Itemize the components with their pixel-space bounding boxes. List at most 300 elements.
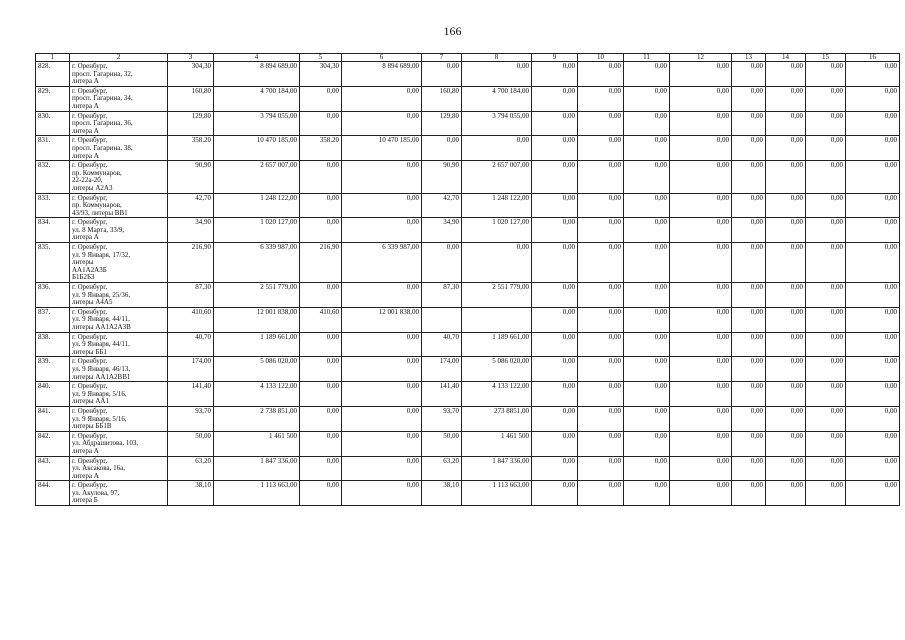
row-number: 831.: [36, 136, 70, 161]
value-cell-col-10: 0,00: [578, 161, 624, 193]
value-cell-col-3: 50,00: [168, 431, 214, 456]
value-cell-col-6: 0,00: [342, 406, 422, 431]
value-cell-col-3: 63,20: [168, 456, 214, 481]
value-cell-col-13: 0,00: [732, 193, 766, 218]
value-cell-col-3: 40,70: [168, 332, 214, 357]
value-cell-col-5: 410,60: [300, 307, 342, 332]
value-cell-col-9: 0,00: [532, 307, 578, 332]
table-row: [36, 481, 900, 506]
table-row: [36, 382, 900, 407]
value-cell-col-15: 0,00: [806, 332, 846, 357]
value-cell-col-4: 4 133 122,00: [214, 382, 300, 407]
column-number-7: 7: [422, 54, 462, 62]
column-number-9: 9: [532, 54, 578, 62]
row-number: 840.: [36, 382, 70, 407]
address-line: литеры АА1А2ВВ1: [72, 372, 131, 381]
value-cell-col-8: 0,00: [462, 243, 532, 283]
value-cell-col-10: 0,00: [578, 283, 624, 308]
value-cell-col-5: 0,00: [300, 382, 342, 407]
value-cell-col-4: 2 657 007,00: [214, 161, 300, 193]
value-cell-col-10: 0,00: [578, 382, 624, 407]
address-line: литеры АА1: [72, 397, 109, 406]
address-line: просп. Гагарина, 36,: [72, 119, 133, 128]
value-cell-col-4: 1 847 336,00: [214, 456, 300, 481]
address-line: ул. 9 Января, 17/32,: [72, 250, 131, 259]
value-cell-col-8: 3 794 055,00: [462, 111, 532, 136]
value-cell-col-13: 0,00: [732, 161, 766, 193]
value-cell-col-14: 0,00: [766, 283, 806, 308]
value-cell-col-14: 0,00: [766, 62, 806, 87]
value-cell-col-11: 0,00: [624, 218, 670, 243]
value-cell-col-12: 0,00: [670, 283, 732, 308]
value-cell-col-9: 0,00: [532, 481, 578, 506]
address-cell: [70, 481, 168, 506]
value-cell-col-12: 0,00: [670, 406, 732, 431]
value-cell-col-6: 0,00: [342, 382, 422, 407]
value-cell-col-4: 1 248 122,00: [214, 193, 300, 218]
value-cell-col-10: 0,00: [578, 86, 624, 111]
value-cell-col-8: [462, 307, 532, 332]
address-line: г. Оренбург,: [72, 283, 108, 292]
value-cell-col-3: 90,90: [168, 161, 214, 193]
value-cell-col-8: 1 248 122,00: [462, 193, 532, 218]
value-cell-col-8: 2 657 007,00: [462, 161, 532, 193]
value-cell-col-4: 1 189 661,00: [214, 332, 300, 357]
value-cell-col-16: 0,00: [846, 283, 900, 308]
value-cell-col-10: 0,00: [578, 431, 624, 456]
value-cell-col-3: 129,80: [168, 111, 214, 136]
value-cell-col-6: 0,00: [342, 193, 422, 218]
value-cell-col-9: 0,00: [532, 86, 578, 111]
table-row: [36, 136, 900, 161]
address-line: г. Оренбург,: [72, 332, 108, 341]
table-row: [36, 62, 900, 87]
value-cell-col-5: 0,00: [300, 86, 342, 111]
value-cell-col-11: 0,00: [624, 111, 670, 136]
column-number-5: 5: [300, 54, 342, 62]
value-cell-col-16: 0,00: [846, 111, 900, 136]
address-line: г. Оренбург,: [72, 86, 108, 95]
value-cell-col-5: 0,00: [300, 406, 342, 431]
address-line: 22-22а-20,: [72, 176, 103, 185]
row-number: 838.: [36, 332, 70, 357]
value-cell-col-6: 0,00: [342, 86, 422, 111]
value-cell-col-11: 0,00: [624, 62, 670, 87]
address-line: литера А: [72, 101, 99, 110]
table-body: [36, 62, 900, 506]
value-cell-col-4: 2 551 779,00: [214, 283, 300, 308]
address-line: 43/93, литеры ВВ1: [72, 208, 128, 217]
value-cell-col-7: 141,40: [422, 382, 462, 407]
value-cell-col-3: 87,30: [168, 283, 214, 308]
value-cell-col-8: 0,00: [462, 62, 532, 87]
value-cell-col-15: 0,00: [806, 111, 846, 136]
row-number: 841.: [36, 406, 70, 431]
value-cell-col-4: 1 113 663,00: [214, 481, 300, 506]
value-cell-col-9: 0,00: [532, 357, 578, 382]
value-cell-col-7: 90,90: [422, 161, 462, 193]
value-cell-col-12: 0,00: [670, 86, 732, 111]
value-cell-col-3: 34,90: [168, 218, 214, 243]
value-cell-col-3: 358,20: [168, 136, 214, 161]
column-number-4: 4: [214, 54, 300, 62]
registry-table: [35, 53, 900, 506]
value-cell-col-3: 174,00: [168, 357, 214, 382]
page-number: 166: [443, 24, 462, 38]
address-line: литера А: [72, 126, 99, 135]
value-cell-col-5: 0,00: [300, 111, 342, 136]
value-cell-col-4: 5 086 020,00: [214, 357, 300, 382]
value-cell-col-7: 34,90: [422, 218, 462, 243]
address-line: г. Оренбург,: [72, 307, 108, 316]
address-cell: [70, 406, 168, 431]
value-cell-col-11: 0,00: [624, 307, 670, 332]
value-cell-col-10: 0,00: [578, 456, 624, 481]
value-cell-col-5: 304,30: [300, 62, 342, 87]
address-line: просп. Гагарина, 38,: [72, 143, 133, 152]
column-number-16: 16: [846, 54, 900, 62]
value-cell-col-11: 0,00: [624, 481, 670, 506]
value-cell-col-6: 6 339 987,00: [342, 243, 422, 283]
column-number-3: 3: [168, 54, 214, 62]
row-number: 837.: [36, 307, 70, 332]
value-cell-col-3: 216,90: [168, 243, 214, 283]
address-line: литера А: [72, 471, 99, 480]
value-cell-col-16: 0,00: [846, 193, 900, 218]
value-cell-col-8: 2 551 779,00: [462, 283, 532, 308]
value-cell-col-11: 0,00: [624, 193, 670, 218]
value-cell-col-16: 0,00: [846, 86, 900, 111]
value-cell-col-14: 0,00: [766, 382, 806, 407]
address-line: г. Оренбург,: [72, 481, 108, 490]
value-cell-col-5: 0,00: [300, 481, 342, 506]
value-cell-col-14: 0,00: [766, 86, 806, 111]
value-cell-col-6: 0,00: [342, 218, 422, 243]
value-cell-col-14: 0,00: [766, 111, 806, 136]
column-number-13: 13: [732, 54, 766, 62]
value-cell-col-7: 93,70: [422, 406, 462, 431]
address-cell: [70, 111, 168, 136]
value-cell-col-16: 0,00: [846, 456, 900, 481]
value-cell-col-10: 0,00: [578, 62, 624, 87]
address-line: просп. Гагарина, 32,: [72, 69, 133, 78]
address-line: литеры ББ1В: [72, 422, 112, 431]
address-cell: [70, 243, 168, 283]
address-line: литеры: [72, 258, 94, 267]
value-cell-col-6: 0,00: [342, 357, 422, 382]
value-cell-col-16: 0,00: [846, 382, 900, 407]
value-cell-col-11: 0,00: [624, 243, 670, 283]
value-cell-col-12: 0,00: [670, 243, 732, 283]
value-cell-col-11: 0,00: [624, 283, 670, 308]
value-cell-col-15: 0,00: [806, 62, 846, 87]
value-cell-col-9: 0,00: [532, 243, 578, 283]
value-cell-col-9: 0,00: [532, 62, 578, 87]
value-cell-col-5: 0,00: [300, 283, 342, 308]
value-cell-col-7: 40,70: [422, 332, 462, 357]
value-cell-col-9: 0,00: [532, 193, 578, 218]
value-cell-col-14: 0,00: [766, 161, 806, 193]
value-cell-col-13: 0,00: [732, 218, 766, 243]
value-cell-col-3: 93,70: [168, 406, 214, 431]
value-cell-col-7: [422, 307, 462, 332]
value-cell-col-16: 0,00: [846, 481, 900, 506]
value-cell-col-10: 0,00: [578, 193, 624, 218]
value-cell-col-14: 0,00: [766, 218, 806, 243]
value-cell-col-14: 0,00: [766, 332, 806, 357]
value-cell-col-11: 0,00: [624, 456, 670, 481]
address-line: АА1А2А3Б: [72, 265, 107, 274]
value-cell-col-4: 10 470 185,00: [214, 136, 300, 161]
value-cell-col-15: 0,00: [806, 307, 846, 332]
value-cell-col-11: 0,00: [624, 136, 670, 161]
value-cell-col-6: 0,00: [342, 456, 422, 481]
value-cell-col-12: 0,00: [670, 307, 732, 332]
value-cell-col-9: 0,00: [532, 456, 578, 481]
value-cell-col-15: 0,00: [806, 161, 846, 193]
value-cell-col-6: 0,00: [342, 161, 422, 193]
address-line: г. Оренбург,: [72, 161, 108, 170]
value-cell-col-10: 0,00: [578, 357, 624, 382]
value-cell-col-6: 8 894 689,00: [342, 62, 422, 87]
value-cell-col-6: 0,00: [342, 431, 422, 456]
value-cell-col-7: 0,00: [422, 62, 462, 87]
value-cell-col-16: 0,00: [846, 243, 900, 283]
value-cell-col-16: 0,00: [846, 307, 900, 332]
column-number-15: 15: [806, 54, 846, 62]
value-cell-col-11: 0,00: [624, 161, 670, 193]
value-cell-col-14: 0,00: [766, 136, 806, 161]
address-line: Б1Б2Б3: [72, 273, 95, 282]
value-cell-col-11: 0,00: [624, 357, 670, 382]
address-line: ул. 9 Января, 44/11,: [72, 315, 130, 324]
value-cell-col-4: 1 020 127,00: [214, 218, 300, 243]
address-cell: [70, 332, 168, 357]
value-cell-col-11: 0,00: [624, 406, 670, 431]
value-cell-col-8: 5 086 020,00: [462, 357, 532, 382]
value-cell-col-16: 0,00: [846, 161, 900, 193]
value-cell-col-6: 0,00: [342, 332, 422, 357]
address-cell: [70, 283, 168, 308]
row-number: 830.: [36, 111, 70, 136]
value-cell-col-16: 0,00: [846, 431, 900, 456]
value-cell-col-6: 12 001 838,00: [342, 307, 422, 332]
value-cell-col-14: 0,00: [766, 481, 806, 506]
address-cell: [70, 307, 168, 332]
value-cell-col-12: 0,00: [670, 193, 732, 218]
value-cell-col-4: 2 738 851,00: [214, 406, 300, 431]
value-cell-col-4: 3 794 055,00: [214, 111, 300, 136]
value-cell-col-16: 0,00: [846, 136, 900, 161]
value-cell-col-4: 8 894 689,00: [214, 62, 300, 87]
value-cell-col-16: 0,00: [846, 218, 900, 243]
row-number: 842.: [36, 431, 70, 456]
value-cell-col-3: 141,40: [168, 382, 214, 407]
value-cell-col-10: 0,00: [578, 481, 624, 506]
value-cell-col-8: 4 133 122,00: [462, 382, 532, 407]
address-line: литера А: [72, 233, 99, 242]
value-cell-col-15: 0,00: [806, 283, 846, 308]
table-row: [36, 332, 900, 357]
address-line: ул. 8 Марта, 33/9,: [72, 225, 125, 234]
value-cell-col-16: 0,00: [846, 406, 900, 431]
value-cell-col-16: 0,00: [846, 332, 900, 357]
value-cell-col-12: 0,00: [670, 357, 732, 382]
column-number-row: [36, 54, 900, 62]
value-cell-col-13: 0,00: [732, 332, 766, 357]
value-cell-col-9: 0,00: [532, 382, 578, 407]
address-line: ул. 9 Января, 5/16,: [72, 389, 127, 398]
value-cell-col-4: 4 700 184,00: [214, 86, 300, 111]
value-cell-col-10: 0,00: [578, 136, 624, 161]
address-line: ул. 9 Января, 5/16,: [72, 414, 127, 423]
value-cell-col-3: 160,80: [168, 86, 214, 111]
value-cell-col-13: 0,00: [732, 111, 766, 136]
address-line: г. Оренбург,: [72, 62, 108, 70]
row-number: 843.: [36, 456, 70, 481]
column-number-8: 8: [462, 54, 532, 62]
value-cell-col-3: 38,10: [168, 481, 214, 506]
value-cell-col-15: 0,00: [806, 456, 846, 481]
row-number: 834.: [36, 218, 70, 243]
value-cell-col-5: 0,00: [300, 431, 342, 456]
value-cell-col-7: 63,20: [422, 456, 462, 481]
value-cell-col-7: 129,80: [422, 111, 462, 136]
value-cell-col-14: 0,00: [766, 307, 806, 332]
value-cell-col-14: 0,00: [766, 193, 806, 218]
table-row: [36, 307, 900, 332]
value-cell-col-8: 4 700 184,00: [462, 86, 532, 111]
value-cell-col-13: 0,00: [732, 382, 766, 407]
table-row: [36, 406, 900, 431]
value-cell-col-9: 0,00: [532, 431, 578, 456]
value-cell-col-13: 0,00: [732, 456, 766, 481]
value-cell-col-5: 0,00: [300, 332, 342, 357]
value-cell-col-15: 0,00: [806, 406, 846, 431]
value-cell-col-11: 0,00: [624, 431, 670, 456]
value-cell-col-7: 174,00: [422, 357, 462, 382]
row-number: 836.: [36, 283, 70, 308]
value-cell-col-4: 1 461 500: [214, 431, 300, 456]
value-cell-col-9: 0,00: [532, 161, 578, 193]
row-number: 844.: [36, 481, 70, 506]
address-line: ул. 9 Января, 25/36,: [72, 290, 131, 299]
address-line: ул. Аксакова, 16а,: [72, 464, 125, 473]
value-cell-col-12: 0,00: [670, 481, 732, 506]
value-cell-col-10: 0,00: [578, 332, 624, 357]
value-cell-col-3: 410,60: [168, 307, 214, 332]
value-cell-col-9: 0,00: [532, 332, 578, 357]
value-cell-col-9: 0,00: [532, 406, 578, 431]
value-cell-col-12: 0,00: [670, 456, 732, 481]
address-line: г. Оренбург,: [72, 136, 108, 145]
value-cell-col-14: 0,00: [766, 406, 806, 431]
table-row: [36, 161, 900, 193]
table-row: [36, 431, 900, 456]
value-cell-col-5: 358,20: [300, 136, 342, 161]
table-row: [36, 193, 900, 218]
value-cell-col-7: 160,80: [422, 86, 462, 111]
value-cell-col-5: 0,00: [300, 357, 342, 382]
value-cell-col-5: 0,00: [300, 161, 342, 193]
value-cell-col-8: 0,00: [462, 136, 532, 161]
value-cell-col-12: 0,00: [670, 382, 732, 407]
address-cell: [70, 357, 168, 382]
table-row: [36, 283, 900, 308]
address-line: литеры АА1А2А3В: [72, 323, 131, 331]
value-cell-col-13: 0,00: [732, 86, 766, 111]
column-number-14: 14: [766, 54, 806, 62]
table-row: [36, 243, 900, 283]
value-cell-col-13: 0,00: [732, 307, 766, 332]
address-line: г. Оренбург,: [72, 456, 108, 465]
address-line: г. Оренбург,: [72, 193, 108, 202]
address-cell: [70, 136, 168, 161]
row-number: 828.: [36, 62, 70, 87]
address-cell: [70, 456, 168, 481]
value-cell-col-15: 0,00: [806, 357, 846, 382]
table-row: [36, 86, 900, 111]
value-cell-col-6: 0,00: [342, 481, 422, 506]
value-cell-col-8: 1 847 336,00: [462, 456, 532, 481]
value-cell-col-16: 0,00: [846, 62, 900, 87]
value-cell-col-10: 0,00: [578, 111, 624, 136]
value-cell-col-15: 0,00: [806, 382, 846, 407]
value-cell-col-13: 0,00: [732, 136, 766, 161]
address-line: литеры А2А3: [72, 183, 113, 192]
address-line: литера А: [72, 151, 99, 160]
value-cell-col-12: 0,00: [670, 111, 732, 136]
value-cell-col-12: 0,00: [670, 431, 732, 456]
value-cell-col-9: 0,00: [532, 283, 578, 308]
value-cell-col-10: 0,00: [578, 406, 624, 431]
value-cell-col-10: 0,00: [578, 307, 624, 332]
value-cell-col-11: 0,00: [624, 382, 670, 407]
value-cell-col-12: 0,00: [670, 62, 732, 87]
address-line: просп. Гагарина, 34,: [72, 94, 133, 103]
table-header: [36, 54, 900, 62]
value-cell-col-14: 0,00: [766, 456, 806, 481]
value-cell-col-8: 1 020 127,00: [462, 218, 532, 243]
value-cell-col-14: 0,00: [766, 357, 806, 382]
address-line: литера Б: [72, 496, 98, 505]
column-number-11: 11: [624, 54, 670, 62]
value-cell-col-15: 0,00: [806, 431, 846, 456]
value-cell-col-7: 50,00: [422, 431, 462, 456]
table-row: [36, 357, 900, 382]
column-number-2: 2: [70, 54, 168, 62]
value-cell-col-5: 0,00: [300, 456, 342, 481]
row-number: 835.: [36, 243, 70, 283]
value-cell-col-15: 0,00: [806, 193, 846, 218]
address-cell: [70, 86, 168, 111]
address-line: ул. 9 Января, 44/11,: [72, 340, 130, 349]
table-row: [36, 111, 900, 136]
address-line: пр. Коммунаров,: [72, 168, 122, 177]
value-cell-col-8: 1 461 500: [462, 431, 532, 456]
value-cell-col-4: 6 339 987,00: [214, 243, 300, 283]
value-cell-col-13: 0,00: [732, 406, 766, 431]
value-cell-col-7: 87,30: [422, 283, 462, 308]
table-row: [36, 456, 900, 481]
value-cell-col-12: 0,00: [670, 161, 732, 193]
table-row: [36, 218, 900, 243]
address-line: г. Оренбург,: [72, 243, 108, 252]
value-cell-col-12: 0,00: [670, 332, 732, 357]
value-cell-col-5: 0,00: [300, 218, 342, 243]
column-number-1: 1: [36, 54, 70, 62]
value-cell-col-15: 0,00: [806, 481, 846, 506]
